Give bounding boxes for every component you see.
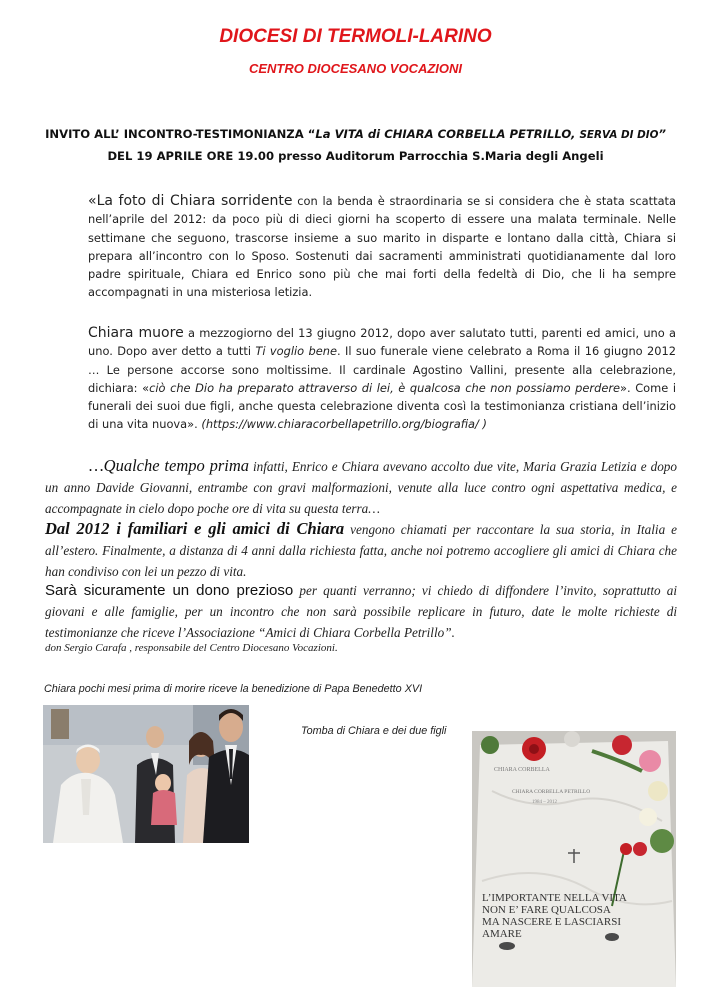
section-since-2012-text: vengono chiamati per raccontare la sua storia, in Italia e all’estero. Finalmente, a distanza di 4 anni dalla richiesta fatta, anche noi potremo accogliere gli amici di Chiara che han condiviso con lei un pezzo di vita. [45, 522, 677, 580]
invitation-prefix: INVITO ALL’ INCONTRO-TESTIMONIANZA “ [45, 127, 316, 141]
section-gift [45, 580, 677, 644]
pope-blessing-photo [43, 705, 249, 843]
invitation-line-2: DEL 19 APRILE ORE 19.00 presso Auditorum Parrocchia S.Maria degli Angeli [107, 149, 604, 163]
section-earlier [45, 455, 677, 520]
tomb-inscription-3: MA NASCERE E LASCIARSI [482, 916, 622, 928]
center-subtitle: CENTRO DIOCESANO VOCAZIONI [248, 61, 463, 76]
paragraph-photo-text: con la benda è straordinaria se si considera che è stata scattata nell’aprile del 2012: da poco più di dieci giorni ha scoperto di essere una malata terminale. Nelle settimane che seguono, trascorse insieme a suo marito in disparte e lontano dalla città, Chiara si prepara all’incontro con lo Sposo. Sostenuti dai sacramenti amministrati quotidianamente dal loro padre spirituale, Chiara ed Enrico sono più che mai forti della fedeltà di Dio, che li ha sempre accompagnati in una misteriosa letizia. [88, 194, 677, 300]
paragraph-death [88, 324, 676, 434]
section-earlier-text: infatti, Enrico e Chiara avevano accolto due vite, Maria Grazia Letizia e dopo un anno Davide Giovanni, entrambe con gravi malformazioni, venute alla luce contro ogni aspettativa medica, e accompagnate in cielo dopo poche ore di vita su questa terra… [45, 459, 677, 517]
caption-pope-photo: Chiara pochi mesi prima di morire riceve la benedizione di Papa Benedetto XVI [44, 683, 423, 695]
tomb-inscription-4: AMARE [482, 928, 522, 940]
paragraph-death-text-b: . Il suo funerale viene celebrato a Roma il 16 giugno 2012 … Le persone accorse sono moltissime. Il cardinale Agostino Vallini, presente alla celebrazione, dichiara: « [88, 344, 677, 395]
signature: don Sergio Carafa , responsabile del Centro Diocesano Vocazioni. [45, 642, 338, 654]
invitation-event-title: La VITA di CHIARA CORBELLA PETRILLO, [315, 127, 580, 141]
invitation-quote-close: ” [658, 127, 666, 141]
invitation-serva: SERVA DI DIO [579, 129, 659, 141]
invitation-heading [30, 124, 681, 167]
section-gift-text: per quanti verranno; vi chiedo di diffondere l’invito, soprattutto ai giovani e alle famiglie, per un incontro che non sarà possibile replicare in futuro, date le molte richieste di testimonianze che riceve l’Associazione “Amici di Chiara Corbella Petrillo”. [45, 583, 677, 641]
paragraph-photo-lead: «La foto di Chiara sorridente [88, 193, 293, 209]
diocese-title: DIOCESI DI TERMOLI-LARINO [219, 26, 492, 47]
invitation-line-1 [30, 124, 681, 146]
paragraph-death-text-a: a mezzogiorno del 13 giugno 2012, dopo aver salutato tutti, parenti ed amici, uno a uno. Dopo aver detto a tutti [88, 326, 676, 359]
tomb-name-small: CHIARA CORBELLA PETRILLO [512, 789, 591, 795]
svg-text:CHIARA CORBELLA: CHIARA CORBELLA [494, 767, 550, 773]
paragraph-death-quote-b: ciò che Dio ha preparato attraverso di lei, è qualcosa che non possiamo perdere [149, 380, 621, 395]
paragraph-death-lead: Chiara muore [88, 325, 184, 341]
paragraph-death-text-c: ». Come i funerali dei suoi due figli, anche questa celebrazione diventa così la testimonianza cristiana dell’inizio di una vita nuova». [88, 380, 676, 432]
section-since-2012-lead: Dal 2012 i familiari e gli amici di Chiara [45, 519, 345, 538]
pope-blessing-illustration [43, 705, 249, 843]
tomb-inscription-2: NON E’ FARE QUALCOSA [482, 904, 611, 916]
section-since-2012 [45, 518, 677, 583]
section-earlier-lead: …Qualche tempo prima [89, 456, 249, 475]
svg-text:1984 – 2012: 1984 – 2012 [532, 800, 557, 805]
tomb-illustration [472, 731, 676, 987]
paragraph-death-quote-a: Ti voglio bene [255, 344, 338, 359]
source-link[interactable]: (https://www.chiaracorbellapetrillo.org/biografia/ ) [201, 417, 487, 432]
tomb-photo [472, 731, 676, 987]
paragraph-photo [88, 192, 676, 302]
section-gift-lead: Sarà sicuramente un dono prezioso [45, 582, 294, 599]
caption-tomb-photo: Tomba di Chiara e dei due figli [301, 725, 447, 737]
tomb-inscription-1: L’IMPORTANTE NELLA VITA [482, 892, 627, 904]
